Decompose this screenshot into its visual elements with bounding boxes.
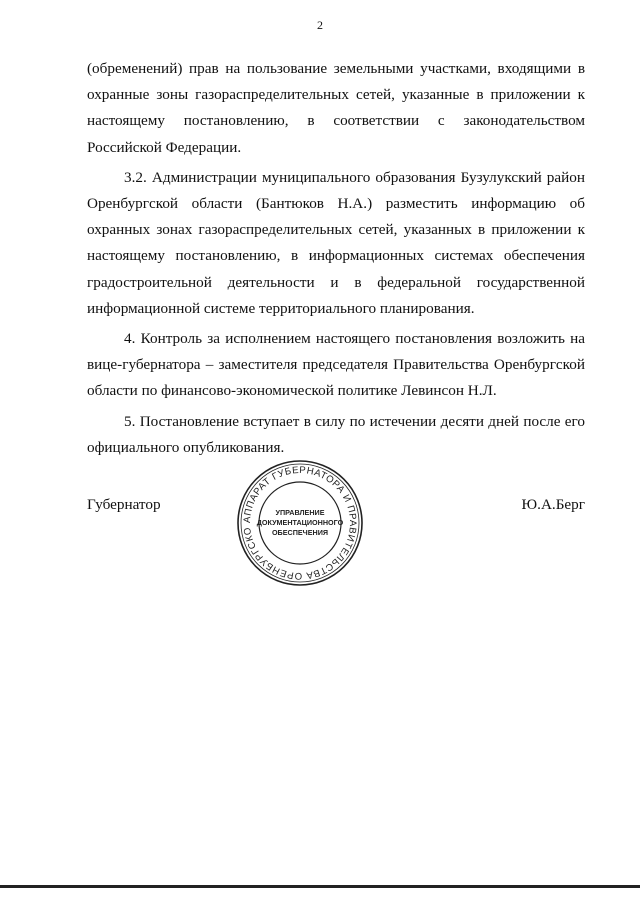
- signatory-position: Губернатор: [87, 496, 161, 513]
- seal-center-line-2: ДОКУМЕНТАЦИОННОГО: [256, 518, 344, 527]
- paragraph-5: 5. Постановление вступает в силу по истечении десяти дней после его официального опубликования.: [87, 412, 585, 456]
- paragraph-continuation: (обременений) прав на пользование земельными участками, входящими в охранные зоны газораспределительных сетей, указанные в приложении к настоящему постановлению, в соответствии с законодательством Российской Федерации.: [87, 60, 585, 156]
- seal-center-line-1: УПРАВЛЕНИЕ: [275, 508, 325, 517]
- seal-center-line-3: ОБЕСПЕЧЕНИЯ: [271, 528, 329, 537]
- signatory-name: Ю.А.Берг: [521, 496, 585, 513]
- seal-stamp-icon: [235, 458, 365, 588]
- paragraph-3-2: 3.2. Администрации муниципального образования Бузулукский район Оренбургской области (Бантюков Н.А.) разместить информацию об охранных зонах газораспределительных сетей, указанных в приложении к настоящему постановлению, в информационных системах обеспечения градостроительной деятельности и в федеральной государственной информационной системе территориального планирования.: [87, 168, 585, 317]
- official-seal: [235, 458, 365, 588]
- page-number: 2: [317, 18, 323, 32]
- paragraph-4: 4. Контроль за исполнением настоящего постановления возложить на вице-губернатора – заместителя председателя Правительства Оренбургской области по финансово-экономической политике Левинсон Н.Л.: [87, 330, 585, 400]
- page-bottom-rule: [0, 885, 640, 888]
- document-body: [87, 56, 585, 461]
- seal-outer-text: АППАРАТ ГУБЕРНАТОРА И ПРАВИТЕЛЬСТВА ОРЕНБУРГСКО: [241, 464, 359, 582]
